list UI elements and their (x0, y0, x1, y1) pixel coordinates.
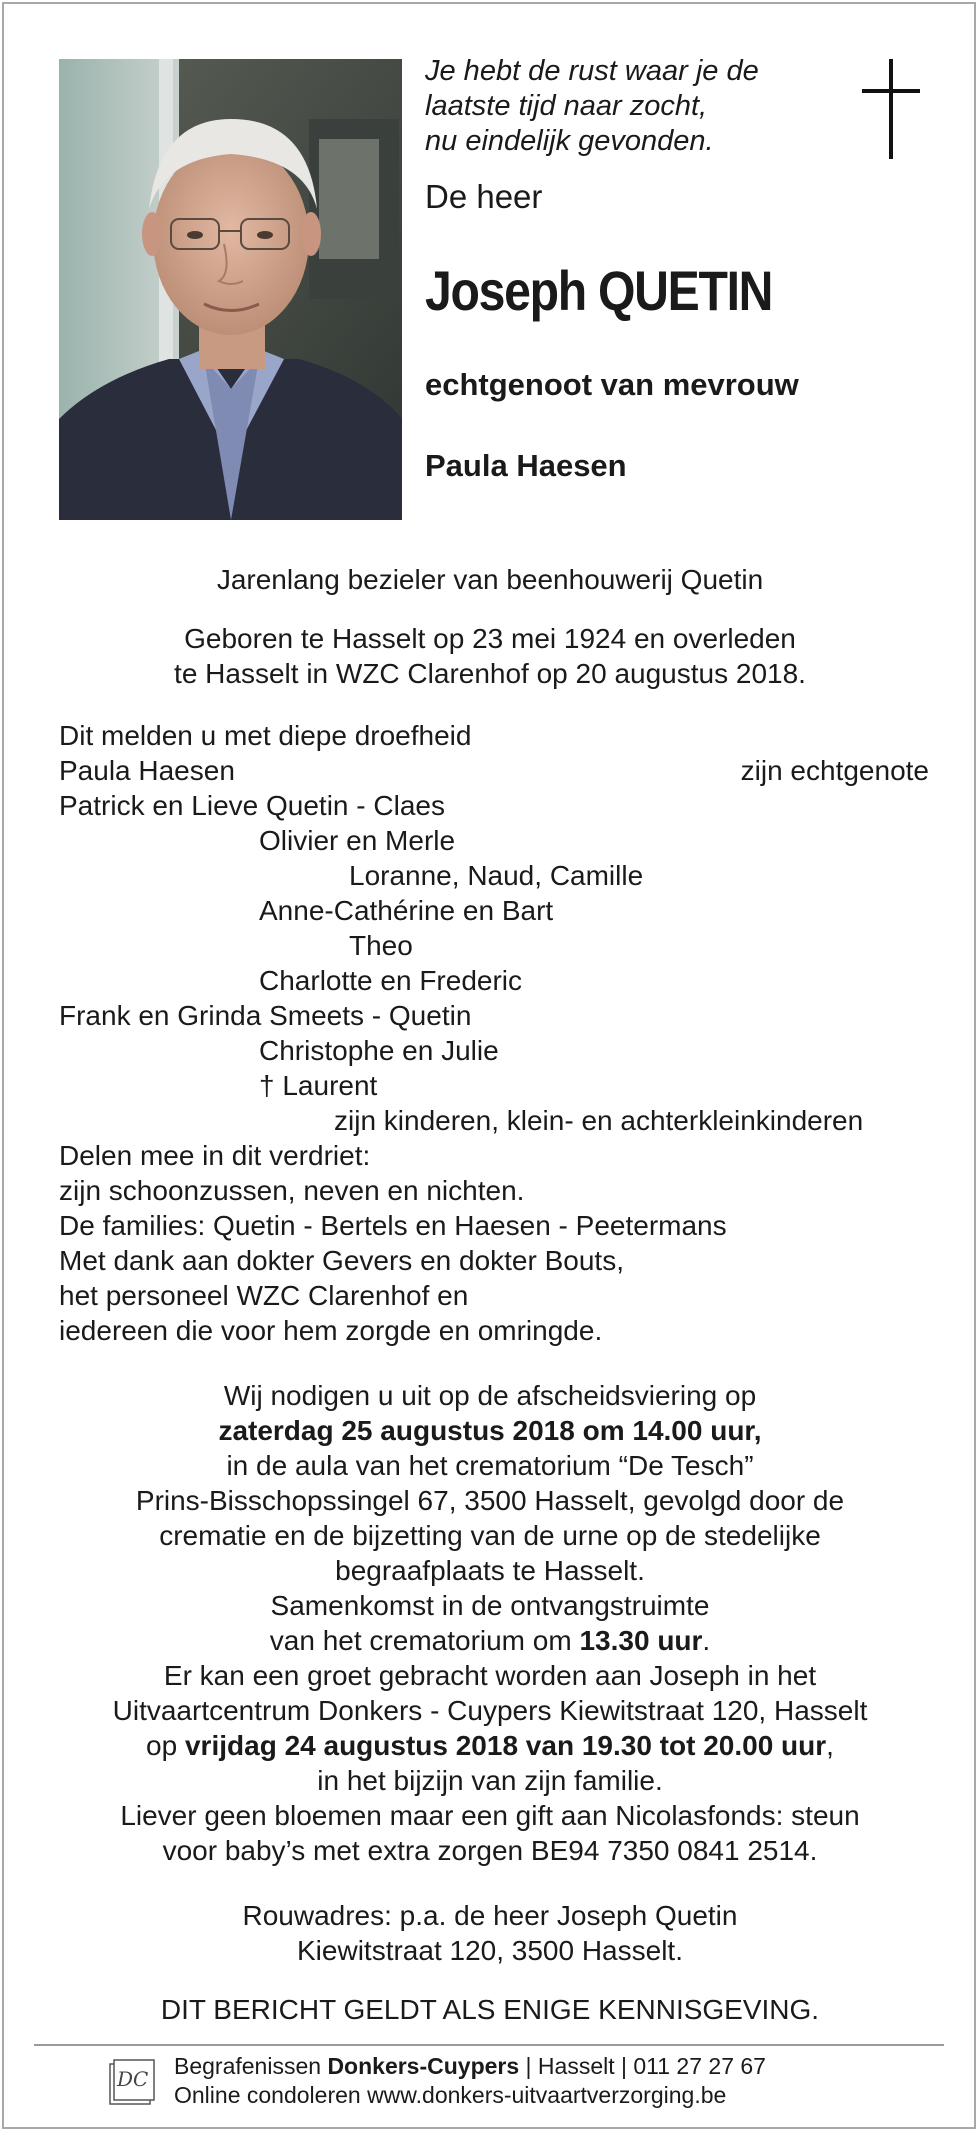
footer-prefix: Begrafenissen (174, 2053, 328, 2079)
spouse-name: Paula Haesen (425, 448, 627, 483)
ceremony-line: Prins-Bisschopssingel 67, 3500 Hasselt, gevolgd door de (135, 1485, 845, 1516)
thanks-line: het personeel WZC Clarenhof en (59, 1280, 469, 1311)
tagline-text: Jarenlang bezieler van beenhouwerij Quetin (216, 564, 764, 595)
poem (425, 54, 805, 159)
thanks-line: Met dank aan dokter Gevers en dokter Bouts, (59, 1245, 624, 1276)
birth-line: te Hasselt in WZC Clarenhof op 20 augustus 2018. (174, 658, 806, 689)
tagline (0, 562, 980, 597)
funeral-home-logo-icon (107, 2056, 157, 2108)
logo-letters: DC (117, 2067, 149, 2091)
visitation-line (0, 1728, 980, 1763)
footer-line-1 (174, 2052, 766, 2081)
family-list (59, 718, 929, 1348)
notice (0, 1992, 980, 2027)
footer-contact: | Hasselt | 011 27 27 67 (519, 2053, 766, 2079)
ceremony-line: Er kan een groet gebracht worden aan Joseph in het (163, 1660, 817, 1691)
gathering-time: 13.30 uur (579, 1625, 703, 1656)
footer-line-2: Online condoleren www.donkers-uitvaartverzorging.be (174, 2082, 727, 2108)
poem-line: Je hebt de rust waar je de (425, 55, 759, 87)
grandchild-entry: Charlotte en Frederic (259, 965, 523, 996)
grandchild-entry: Christophe en Julie (259, 1035, 499, 1066)
ceremony-line: crematie en de bijzetting van de urne op de stedelijke (159, 1520, 821, 1551)
footer (174, 2052, 766, 2110)
grandchild-entry: Olivier en Merle (259, 825, 456, 856)
thanks-line: iedereen die voor hem zorgde en omringde. (59, 1315, 603, 1346)
birth-line: Geboren te Hasselt op 23 mei 1924 en overleden (184, 623, 796, 654)
child-entry: Frank en Grinda Smeets - Quetin (59, 1000, 472, 1031)
funeral-home-name: Donkers-Cuypers (327, 2053, 520, 2079)
child-entry: Patrick en Lieve Quetin - Claes (59, 790, 445, 821)
visitation-prefix: op (146, 1730, 185, 1761)
ceremony-line: begraafplaats te Hasselt. (335, 1555, 645, 1586)
ceremony-line: Liever geen bloemen maar een gift aan Nicolasfonds: steun (120, 1800, 860, 1831)
gathering-suffix: . (702, 1625, 711, 1656)
grandchild-entry: Anne-Cathérine en Bart (259, 895, 554, 926)
families-line: De families: Quetin - Bertels en Haesen - Peetermans (59, 1210, 727, 1241)
ceremony-line: Samenkomst in de ontvangstruimte (270, 1590, 710, 1621)
spouse-role: zijn echtgenote (740, 755, 929, 786)
portrait-image (59, 59, 402, 520)
grandchild-entry: † Laurent (259, 1070, 378, 1101)
children-role: zijn kinderen, klein- en achterkleinkinderen (334, 1105, 864, 1136)
greatgrandchild-entry: Theo (349, 930, 413, 961)
poem-line: laatste tijd naar zocht, (425, 90, 708, 122)
family-intro: Dit melden u met diepe droefheid (59, 720, 472, 751)
visitation-time: vrijdag 24 augustus 2018 van 19.30 tot 20.00 uur (184, 1730, 827, 1761)
family-row (59, 753, 929, 788)
share-intro: Delen mee in dit verdriet: (59, 1140, 371, 1171)
visitation-suffix: , (826, 1730, 834, 1761)
cross-icon (862, 59, 920, 159)
address-line: Kiewitstraat 120, 3500 Hasselt. (297, 1935, 683, 1966)
birth-death-info (0, 621, 980, 691)
portrait-photo (59, 59, 402, 520)
ceremony-date: zaterdag 25 augustus 2018 om 14.00 uur, (218, 1415, 762, 1446)
footer-divider (34, 2044, 944, 2046)
ceremony-line: Wij nodigen u uit op de afscheidsviering op (223, 1380, 757, 1411)
ceremony-line: voor baby’s met extra zorgen BE94 7350 0841 2514. (162, 1835, 818, 1866)
spouse-entry: Paula Haesen (59, 755, 235, 786)
share-in-laws: zijn schoonzussen, neven en nichten. (59, 1175, 525, 1206)
mourning-address (0, 1898, 980, 1968)
notice-text: DIT BERICHT GELDT ALS ENIGE KENNISGEVING. (160, 1994, 820, 2025)
greatgrandchild-entry: Loranne, Naud, Camille (349, 860, 644, 891)
ceremony-line: in de aula van het crematorium “De Tesch” (226, 1450, 754, 1481)
gathering-time-line (0, 1623, 980, 1658)
ceremony-info (0, 1378, 980, 1868)
ceremony-line: Uitvaartcentrum Donkers - Cuypers Kiewitstraat 120, Hasselt (112, 1695, 868, 1726)
spouse-intro: echtgenoot van mevrouw (425, 367, 799, 402)
poem-line: nu eindelijk gevonden. (425, 125, 714, 157)
deceased-name: Joseph QUETIN (425, 259, 773, 322)
salutation: De heer (425, 178, 543, 215)
gathering-text: van het crematorium om (269, 1625, 580, 1656)
address-line: Rouwadres: p.a. de heer Joseph Quetin (242, 1900, 738, 1931)
ceremony-line: in het bijzijn van zijn familie. (317, 1765, 663, 1796)
